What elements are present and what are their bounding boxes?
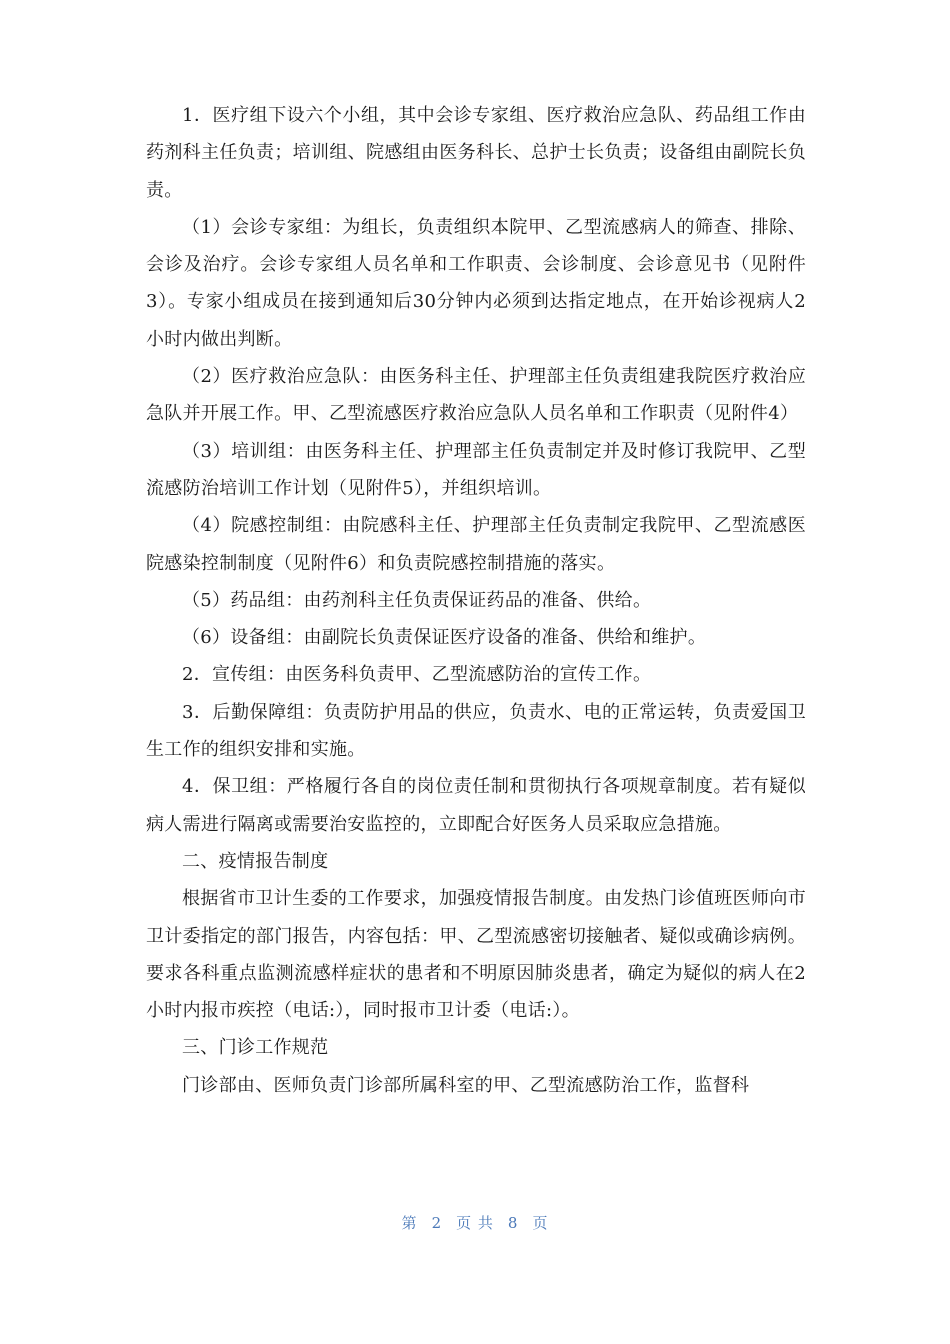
document-body (146, 97, 806, 1104)
paragraph-infection-control-group: （4）院感控制组：由院感科主任、护理部主任负责制定我院甲、乙型流感医院感染控制制度（见附件6）和负责院感控制措施的落实。 (146, 515, 806, 574)
paragraph-training-group: （3）培训组：由医务科主任、护理部主任负责制定并及时修订我院甲、乙型流感防治培训工作计划（见附件5），并组织培训。 (146, 440, 806, 499)
paragraph-epidemic-report: 根据省市卫计生委的工作要求，加强疫情报告制度。由发热门诊值班医师向市卫计委指定的部门报告，内容包括：甲、乙型流感密切接触者、疑似或确诊病例。要求各科重点监测流感样症状的患者和不明原因肺炎患者，确定为疑似的病人在2小时内报市疾控（电话:），同时报市卫计委（电话:）。 (146, 888, 806, 1022)
paragraph-outpatient-norms: 门诊部由、医师负责门诊部所属科室的甲、乙型流感防治工作，监督科 (182, 1074, 750, 1096)
paragraph-emergency-team: （2）医疗救治应急队：由医务科主任、护理部主任负责组建我院医疗救治应急队并开展工作。甲、乙型流感医疗救治应急队人员名单和工作职责（见附件4） (146, 366, 806, 425)
paragraph-1-medical-group: 1．医疗组下设六个小组，其中会诊专家组、医疗救治应急队、药品组工作由药剂科主任负责；培训组、院感组由医务科长、总护士长负责；设备组由副院长负责。 (146, 105, 806, 201)
footer-middle: 页 共 (456, 1214, 494, 1232)
paragraph-equipment-group: （6）设备组：由副院长负责保证医疗设备的准备、供给和维护。 (182, 627, 707, 649)
paragraph-consultation-expert-group: （1）会诊专家组：为组长，负责组织本院甲、乙型流感病人的筛查、排除、会诊及治疗。会诊专家组人员名单和工作职责、会诊制度、会诊意见书（见附件3）。专家小组成员在接到通知后30分钟内必须到达指定地点，在开始诊视病人2小时内做出判断。 (146, 216, 806, 350)
footer-current-page: 2 (431, 1214, 443, 1232)
section-heading-outpatient-norms: 三、门诊工作规范 (182, 1037, 329, 1059)
footer-suffix: 页 (532, 1214, 549, 1232)
paragraph-2-publicity-group: 2．宣传组：由医务科负责甲、乙型流感防治的宣传工作。 (182, 664, 652, 686)
paragraph-3-logistics-group: 3．后勤保障组：负责防护用品的供应，负责水、电的正常运转，负责爱国卫生工作的组织安排和实施。 (146, 701, 806, 761)
page-footer (0, 1212, 950, 1233)
footer-prefix: 第 (401, 1214, 418, 1232)
footer-total-pages: 8 (507, 1214, 519, 1232)
section-heading-epidemic-report: 二、疫情报告制度 (182, 850, 329, 872)
paragraph-4-security-group: 4．保卫组：严格履行各自的岗位责任制和贯彻执行各项规章制度。若有疑似病人需进行隔离或需要治安监控的，立即配合好医务人员采取应急措施。 (146, 776, 806, 835)
paragraph-pharmacy-group: （5）药品组：由药剂科主任负责保证药品的准备、供给。 (182, 589, 652, 611)
